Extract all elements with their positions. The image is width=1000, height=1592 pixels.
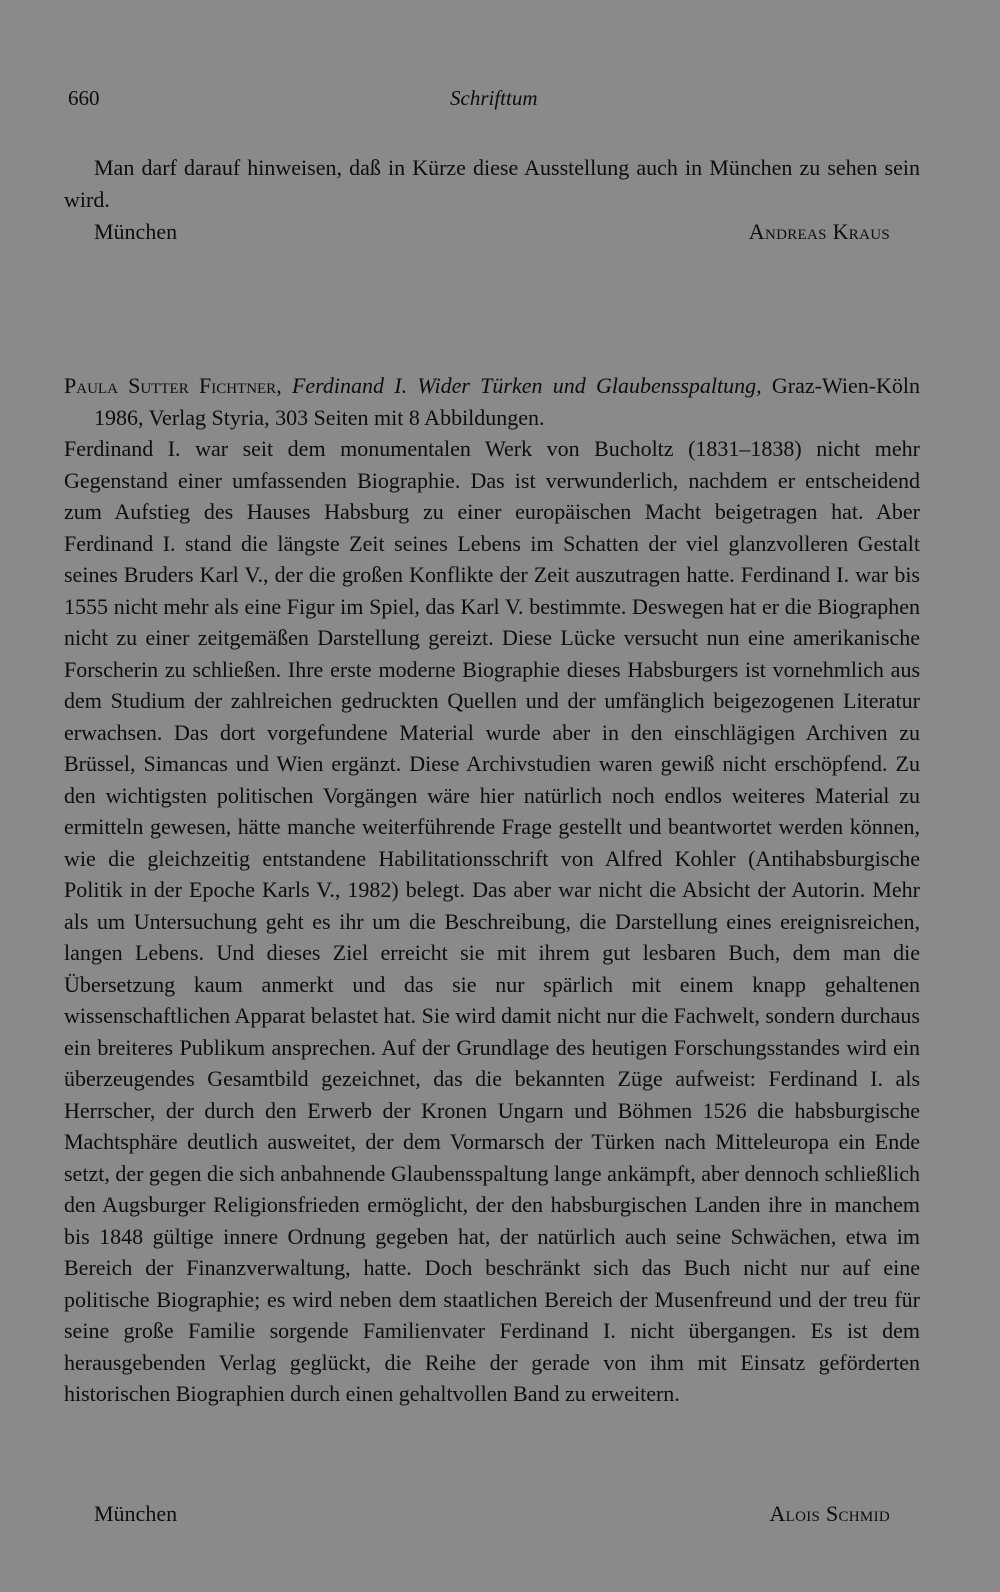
first-review-ending bbox=[64, 152, 920, 252]
book-author: Paula Sutter Fichtner, bbox=[64, 373, 282, 398]
page-header bbox=[68, 86, 900, 116]
second-review bbox=[64, 370, 920, 1550]
closing-paragraph: Man darf darauf hinweisen, daß in Kürze diese Ausstellung auch in München zu sehen sein wird. bbox=[64, 155, 920, 212]
review-body: Ferdinand I. war seit dem monumentalen Werk von Bucholtz (1831–1838) nicht mehr Gegenstand einer umfassenden Biographie. Das ist verwunderlich, nachdem er entscheidend zum Aufstieg des Hauses Habsburg zu einer europäischen Macht beigetragen hat. Aber Ferdinand I. stand die längste Zeit seines Lebens im Schatten der viel glanzvolleren Gestalt seines Bruders Karl V., der die großen Konflikte der Zeit auszutragen hatte. Ferdinand I. war bis 1555 nicht mehr als eine Figur im Spiel, das Karl V. bestimmte. Deswegen hat er die Biographen nicht zu einer zeitgemäßen Darstellung gereizt. Diese Lücke versucht nun eine amerikanische Forscherin zu schließen. Ihre erste moderne Biographie dieses Habsburgers ist vornehmlich aus dem Studium der zahlreichen gedruckten Quellen und der umfänglich beigezogenen Literatur erwachsen. Das dort vorgefundene Material wurde aber in den einschlägigen Archiven zu Brüssel, Simancas und Wien ergänzt. Diese Archivstudien waren gewiß nicht erschöpfend. Zu den wichtigsten politischen Vorgängen wäre hier natürlich noch endlos weiteres Material zu ermitteln gewesen, hätte manche weiterführende Frage gestellt und beantwortet werden können, wie die gleichzeitig entstandene Habilitationsschrift von Alfred Kohler (Antihabsburgische Politik in der Epoche Karls V., 1982) belegt. Das aber war nicht die Absicht der Autorin. Mehr als um Untersuchung geht es ihr um die Beschreibung, die Darstellung eines ereignisreichen, langen Lebens. Und dieses Ziel erreicht sie mit ihrem gut lesbaren Buch, dem man die Übersetzung kaum anmerkt und das sie nur spärlich mit einem knapp gehaltenen wissenschaftlichen Apparat belastet hat. Sie wird damit nicht nur die Fachwelt, sondern durchaus ein breiteres Publikum ansprechen. Auf der Grundlage des heutigen Forschungsstandes wird ein überzeugendes Gesamtbild gezeichnet, das die bekannten Züge aufweist: Ferdinand I. als Herrscher, der durch den Erwerb der Kronen Ungarn und Böhmen 1526 die habsburgische Machtsphäre deutlich ausweitet, der dem Vormarsch der Türken nach Mitteleuropa ein Ende setzt, der gegen die sich anbahnende Glaubensspaltung lange ankämpft, aber dennoch schließlich den Augsburger Religionsfrieden ermöglicht, der den habsburgischen Landen ihre in manchem bis 1848 gültige innere Ordnung gegeben hat, der natürlich auch seine Schwächen, etwa im Bereich der Finanzverwaltung, hatte. Doch beschränkt sich das Buch nicht nur auf eine politische Biographie; es wird neben dem staatlichen Bereich der Musenfreund und der treu für seine große Familie sorgende Familienvater Ferdinand I. nicht übergangen. Es ist dem herausgebenden Verlag geglückt, die Reihe der gerade von ihm mit Einsatz geförderten historischen Biographien durch einen gehaltvollen Band zu erweitern. bbox=[64, 436, 920, 1406]
signature-author: Andreas Kraus bbox=[748, 219, 890, 244]
book-title: Ferdinand I. Wider Türken und Glaubensspaltung, bbox=[291, 373, 762, 398]
page-number: 660 bbox=[68, 86, 100, 110]
signature-line bbox=[64, 1498, 920, 1530]
signature-place: München bbox=[94, 219, 178, 244]
running-title: Schrifttum bbox=[450, 86, 538, 110]
book-citation bbox=[64, 370, 920, 433]
signature-line bbox=[64, 216, 920, 248]
signature-author: Alois Schmid bbox=[769, 1501, 890, 1526]
signature-place: München bbox=[94, 1501, 178, 1526]
book-details: Graz-Wien-Köln 1986, Verlag Styria, 303 Seiten mit 8 Abbildungen. bbox=[94, 373, 921, 430]
